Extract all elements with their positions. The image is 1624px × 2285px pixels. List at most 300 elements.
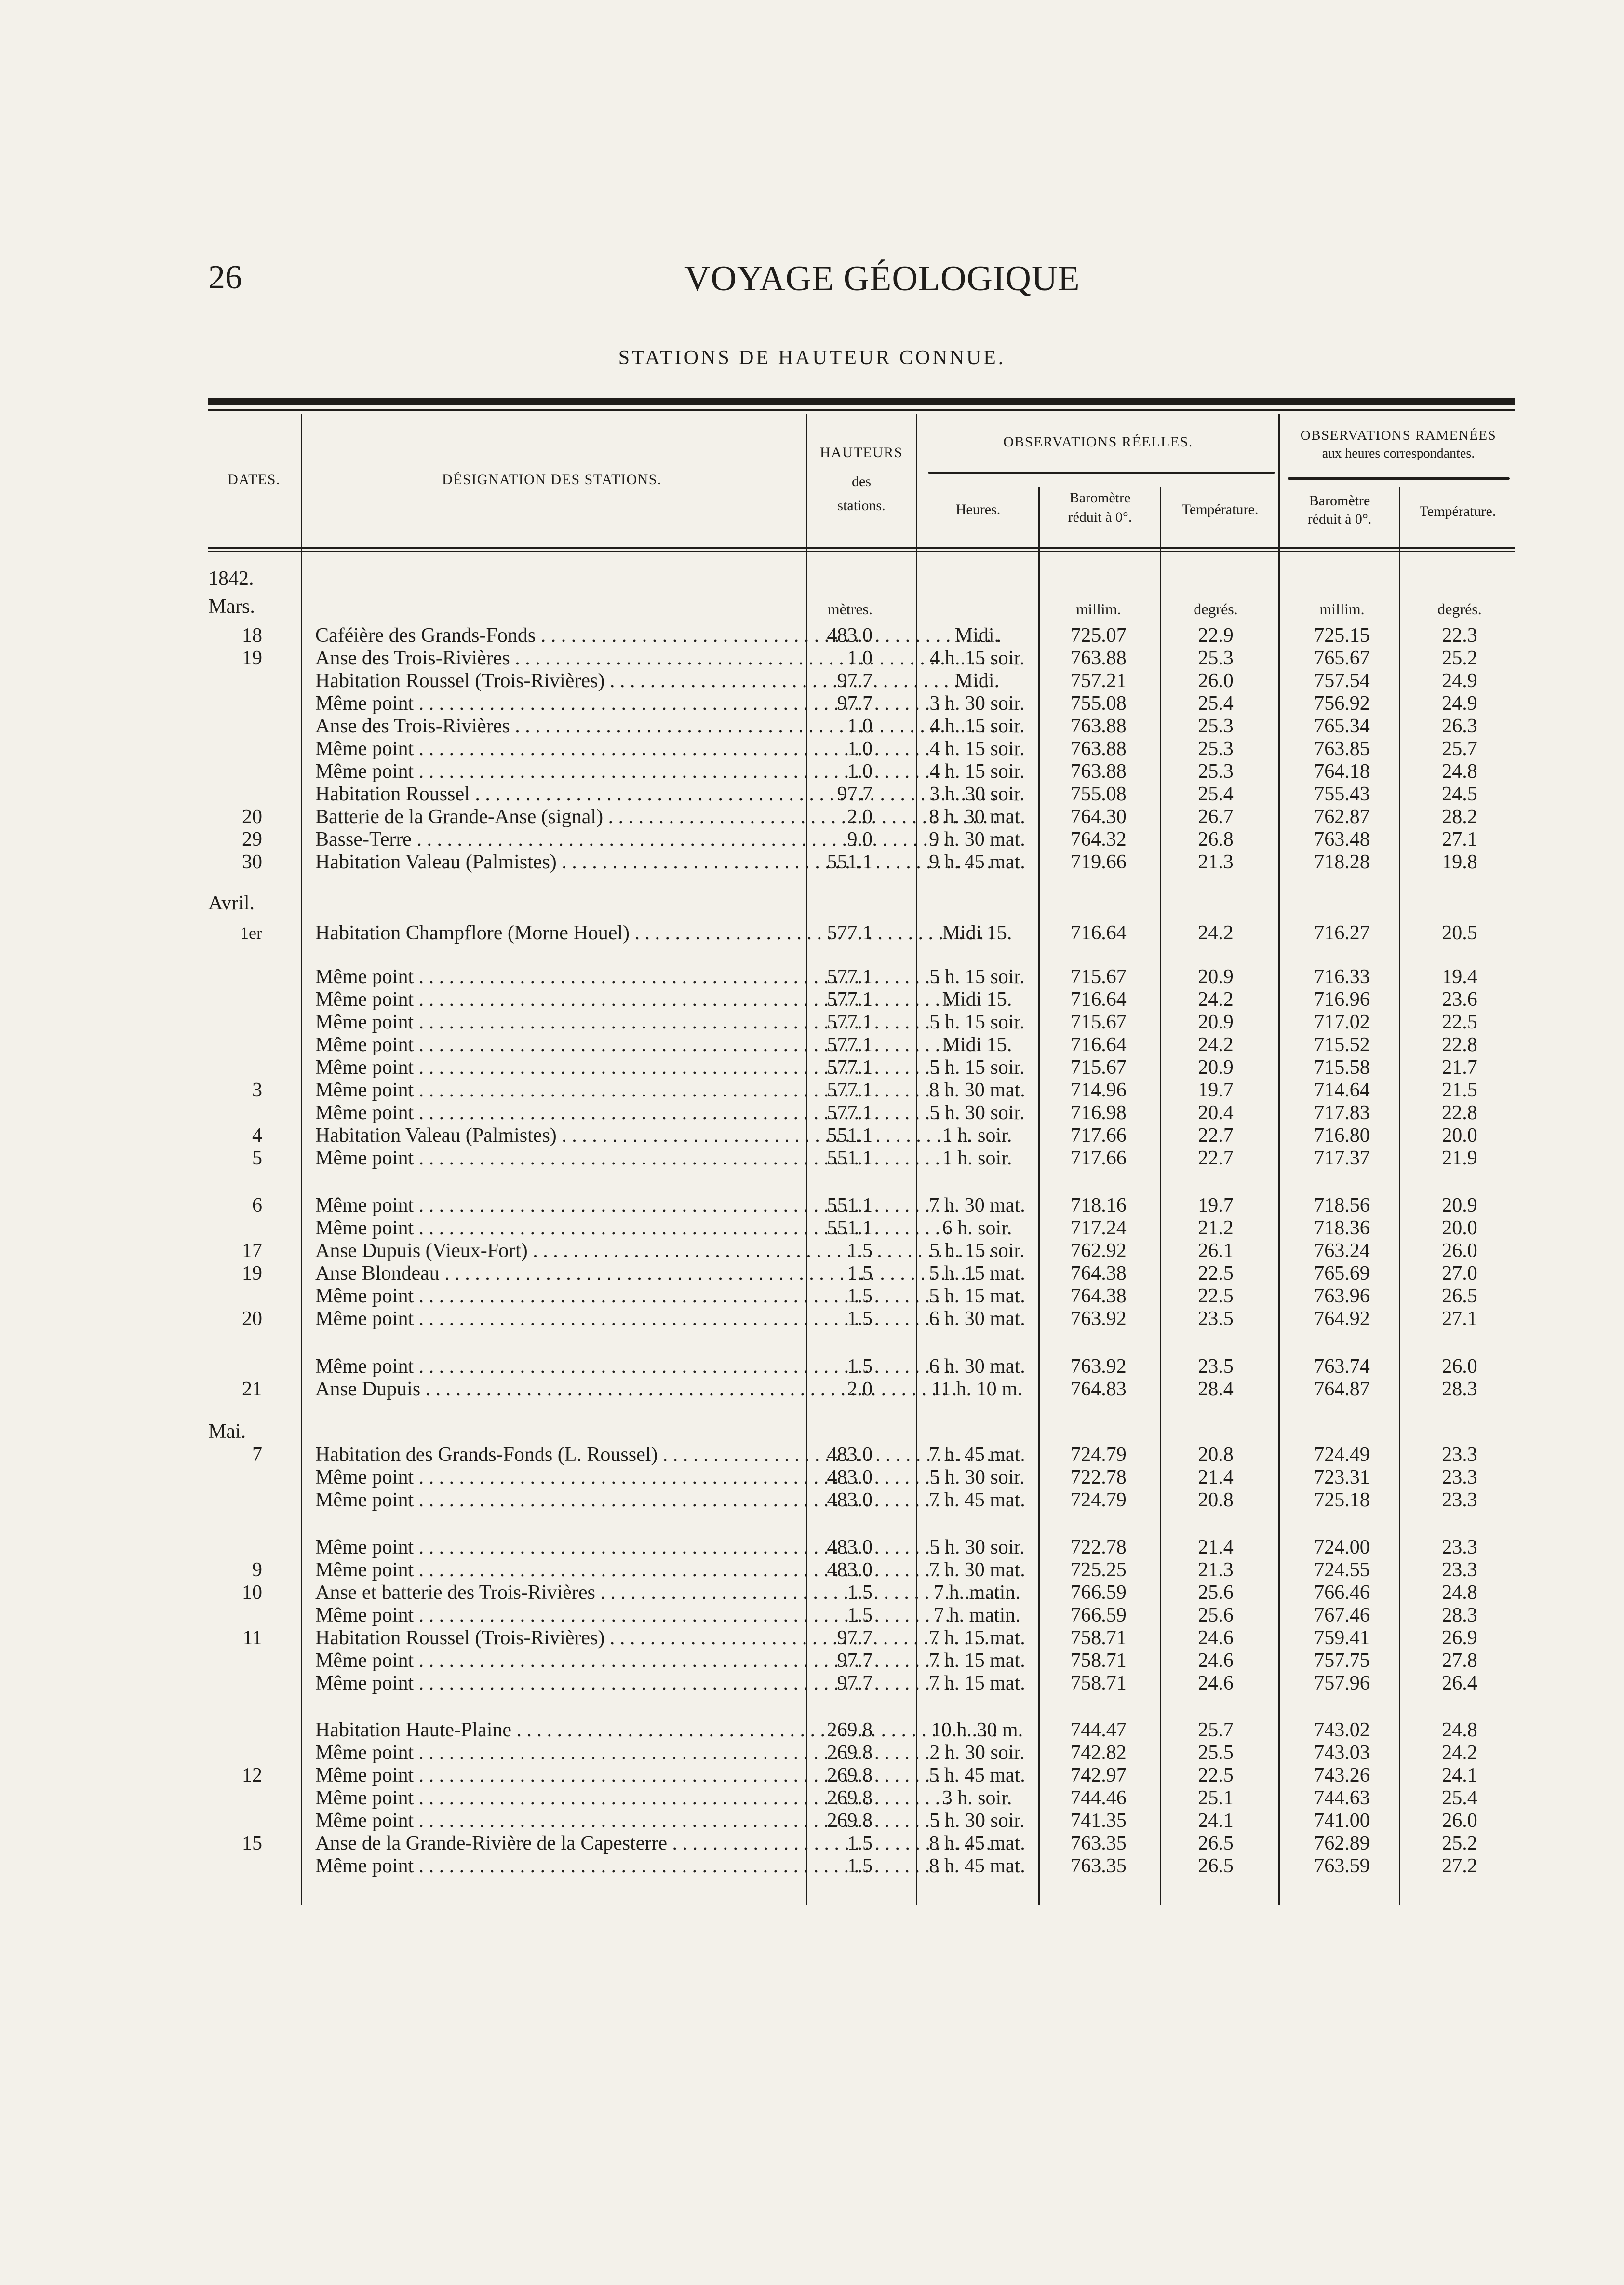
height-value: 1.5 [847, 1285, 872, 1307]
reduced-temperature-value: 28.2 [1442, 806, 1477, 828]
row-date: 15 [242, 1832, 262, 1854]
reduced-temperature-value: 19.8 [1442, 851, 1477, 873]
time-value: 5 h. 30 soir. [929, 1466, 1025, 1488]
reduced-temperature-value: 25.4 [1442, 1787, 1477, 1809]
barometer-value: 763.35 [1071, 1832, 1127, 1854]
reduced-temperature-value: 21.9 [1442, 1147, 1477, 1169]
temperature-value: 26.5 [1198, 1855, 1234, 1877]
reduced-barometer-value: 717.37 [1314, 1147, 1370, 1169]
reduced-temperature-value: 23.3 [1442, 1489, 1477, 1511]
table-row [208, 851, 1515, 874]
reduced-temperature-value: 24.8 [1442, 1582, 1477, 1604]
table-row [208, 1285, 1515, 1308]
height-value: 1.5 [847, 1355, 872, 1378]
time-value: 3 h. 30 soir. [929, 692, 1025, 715]
reduced-temperature-value: 22.5 [1442, 1011, 1477, 1033]
time-value: 7 h. 45 mat. [929, 1444, 1025, 1466]
height-value: 483.0 [827, 624, 872, 647]
height-value: 551.1 [827, 1194, 872, 1217]
station-name: Caféière des Grands-Fonds . . . [315, 624, 1000, 647]
table-row [208, 715, 1515, 738]
station-name: Même point . . . [315, 1604, 1000, 1627]
time-value: 6 h. soir. [942, 1217, 1012, 1239]
barometer-value: 717.66 [1071, 1124, 1127, 1147]
height-value: 97.7 [837, 1627, 872, 1649]
reduced-temperature-value: 24.8 [1442, 1719, 1477, 1741]
reduced-temperature-value: 23.3 [1442, 1444, 1477, 1466]
reduced-barometer-value: 763.48 [1314, 828, 1370, 851]
temperature-value: 19.7 [1198, 1194, 1234, 1217]
time-value: 5 h. 30 soir. [929, 1102, 1025, 1124]
temperature-value: 28.4 [1198, 1378, 1234, 1400]
reduced-temperature-value: 23.3 [1442, 1559, 1477, 1581]
reduced-barometer-value: 741.00 [1314, 1810, 1370, 1832]
time-value: 10 h. 30 m. [931, 1719, 1023, 1741]
station-name: Même point . . . [315, 1466, 1000, 1489]
station-name: Même point . . . [315, 738, 1000, 760]
temperature-value: 24.2 [1198, 922, 1234, 944]
barometer-value: 766.59 [1071, 1582, 1127, 1604]
reduced-temperature-value: 21.7 [1442, 1056, 1477, 1079]
barometer-value: 719.66 [1071, 851, 1127, 873]
time-value: Midi. [954, 670, 1000, 692]
table-row [208, 1034, 1515, 1056]
reduced-barometer-value: 718.36 [1314, 1217, 1370, 1239]
time-value: Midi 15. [942, 988, 1012, 1011]
reduced-barometer-value: 763.74 [1314, 1355, 1370, 1378]
reduced-temperature-value: 22.3 [1442, 624, 1477, 647]
station-name: Même point . . . [315, 1285, 1000, 1308]
header-obs-ramenees: OBSERVATIONS RAMENÉES [1300, 428, 1497, 443]
height-value: 1.0 [847, 715, 872, 737]
time-value: 8 h. 45 mat. [929, 1832, 1025, 1854]
temperature-value: 25.3 [1198, 715, 1234, 737]
time-value: 4 h. 15 soir. [929, 715, 1025, 737]
reduced-barometer-value: 755.43 [1314, 783, 1370, 805]
temperature-value: 25.4 [1198, 692, 1234, 715]
station-name: Même point . . . [315, 760, 1000, 783]
station-name: Même point . . . [315, 1650, 1000, 1672]
barometer-value: 763.35 [1071, 1855, 1127, 1877]
table-row [208, 1011, 1515, 1034]
temperature-value: 26.1 [1198, 1240, 1234, 1262]
time-value: 2 h. 30 soir. [929, 1742, 1025, 1764]
height-value: 1.5 [847, 1262, 872, 1284]
time-value: 9 h. 45 mat. [929, 851, 1025, 873]
height-value: 269.8 [827, 1787, 872, 1809]
height-value: 1.0 [847, 647, 872, 669]
temperature-value: 19.7 [1198, 1079, 1234, 1101]
temperature-value: 21.3 [1198, 1559, 1234, 1581]
barometer-value: 714.96 [1071, 1079, 1127, 1101]
time-value: 8 h. 30 mat. [929, 806, 1025, 828]
temperature-value: 23.5 [1198, 1355, 1234, 1378]
height-value: 269.8 [827, 1719, 872, 1741]
header-designation: DÉSIGNATION DES STATIONS. [442, 472, 662, 487]
reduced-barometer-value: 725.15 [1314, 624, 1370, 647]
page-number: 26 [208, 259, 242, 296]
reduced-temperature-value: 26.5 [1442, 1285, 1477, 1307]
barometer-value: 763.92 [1071, 1355, 1127, 1378]
table-row [208, 624, 1515, 647]
station-name: Même point . . . [315, 1764, 1000, 1787]
height-value: 1.5 [847, 1855, 872, 1877]
reduced-temperature-value: 24.2 [1442, 1742, 1477, 1764]
table-row [208, 1147, 1515, 1170]
header-temperature: Température. [1181, 501, 1259, 517]
row-date: 4 [252, 1124, 262, 1147]
table-row [208, 806, 1515, 828]
row-date: 30 [242, 851, 262, 873]
reduced-barometer-value: 716.27 [1314, 922, 1370, 944]
unit-temperature-2: degrés. [1437, 600, 1482, 618]
height-value: 577.1 [827, 966, 872, 988]
temperature-value: 25.6 [1198, 1604, 1234, 1626]
table-row [208, 1240, 1515, 1262]
barometer-value: 716.98 [1071, 1102, 1127, 1124]
reduced-barometer-value: 766.46 [1314, 1582, 1370, 1604]
barometer-value: 762.92 [1071, 1240, 1127, 1262]
table-row [208, 1056, 1515, 1079]
table-row [208, 1466, 1515, 1489]
temperature-value: 25.7 [1198, 1719, 1234, 1741]
barometer-value: 763.88 [1071, 760, 1127, 783]
table-row [208, 1559, 1515, 1582]
height-value: 97.7 [837, 1672, 872, 1694]
station-name: Habitation des Grands-Fonds (L. Roussel) . . . [315, 1444, 1000, 1466]
unit-hauteur: mètres. [827, 600, 872, 618]
station-name: Habitation Valeau (Palmistes) . . . [315, 1124, 1000, 1147]
time-value: 6 h. 30 mat. [929, 1355, 1025, 1378]
reduced-temperature-value: 23.3 [1442, 1466, 1477, 1488]
header-temperature-2: Température. [1419, 503, 1496, 519]
temperature-value: 26.5 [1198, 1832, 1234, 1854]
temperature-value: 21.4 [1198, 1536, 1234, 1558]
barometer-value: 764.38 [1071, 1262, 1127, 1284]
header-hauteurs-des: des [852, 473, 871, 489]
table-row [208, 783, 1515, 806]
reduced-barometer-value: 764.92 [1314, 1308, 1370, 1330]
table-row [208, 1217, 1515, 1240]
station-name: Habitation Valeau (Palmistes) . . . [315, 851, 1000, 874]
table-row [208, 988, 1515, 1011]
temperature-value: 26.0 [1198, 670, 1234, 692]
reduced-temperature-value: 27.1 [1442, 1308, 1477, 1330]
row-date: 6 [252, 1194, 262, 1217]
row-date: 20 [242, 1308, 262, 1330]
header-barometre-2: Baromètre [1309, 493, 1370, 509]
station-name: Même point . . . [315, 1102, 1000, 1124]
table-row [208, 670, 1515, 692]
table-top-rule-thin [208, 409, 1515, 411]
row-date: 7 [252, 1444, 262, 1466]
barometer-value: 757.21 [1071, 670, 1127, 692]
height-value: 483.0 [827, 1559, 872, 1581]
temperature-value: 26.7 [1198, 806, 1234, 828]
time-value: 5 h. 15 soir. [929, 1240, 1025, 1262]
time-value: Midi 15. [942, 922, 1012, 944]
station-name: Même point . . . [315, 1217, 1000, 1240]
height-value: 577.1 [827, 1079, 872, 1101]
reduced-barometer-value: 744.63 [1314, 1787, 1370, 1809]
temperature-value: 25.6 [1198, 1582, 1234, 1604]
barometer-value: 764.30 [1071, 806, 1127, 828]
time-value: 7 h. 15 mat. [929, 1650, 1025, 1672]
header-obs-ramenees-sub: aux heures correspondantes. [1322, 446, 1475, 461]
height-value: 269.8 [827, 1810, 872, 1832]
time-value: 9 h. 30 mat. [929, 828, 1025, 851]
time-value: 5 h. 15 soir. [929, 1011, 1025, 1033]
reduced-temperature-value: 25.2 [1442, 1832, 1477, 1854]
header-barometre-reduit: réduit à 0°. [1068, 509, 1132, 525]
time-value: 8 h. 45 mat. [929, 1855, 1025, 1877]
unit-temperature: degrés. [1194, 600, 1238, 618]
height-value: 483.0 [827, 1466, 872, 1488]
barometer-value: 764.38 [1071, 1285, 1127, 1307]
reduced-barometer-value: 762.87 [1314, 806, 1370, 828]
time-value: 11 h. 10 m. [931, 1378, 1023, 1400]
time-value: 5 h. 30 soir. [929, 1536, 1025, 1558]
reduced-temperature-value: 26.0 [1442, 1810, 1477, 1832]
reduced-temperature-value: 24.9 [1442, 692, 1477, 715]
table-row [208, 1444, 1515, 1466]
reduced-temperature-value: 19.4 [1442, 966, 1477, 988]
temperature-value: 25.3 [1198, 760, 1234, 783]
row-date: 12 [242, 1764, 262, 1786]
table-row [208, 1627, 1515, 1650]
reduced-barometer-value: 757.75 [1314, 1650, 1370, 1672]
reduced-barometer-value: 757.54 [1314, 670, 1370, 692]
barometer-value: 717.24 [1071, 1217, 1127, 1239]
temperature-value: 22.5 [1198, 1285, 1234, 1307]
station-name: Habitation Champflore (Morne Houel) . . . [315, 922, 1000, 945]
height-value: 97.7 [837, 1650, 872, 1672]
station-name: Anse Dupuis . . . [315, 1378, 1000, 1401]
table-row [208, 1650, 1515, 1672]
barometer-value: 763.92 [1071, 1308, 1127, 1330]
reduced-barometer-value: 764.18 [1314, 760, 1370, 783]
table-top-rule [208, 398, 1515, 405]
height-value: 551.1 [827, 851, 872, 873]
month-label: Mars. [208, 595, 255, 618]
temperature-value: 20.9 [1198, 966, 1234, 988]
station-name: Même point . . . [315, 1011, 1000, 1034]
station-name: Habitation Roussel (Trois-Rivières) . . . [315, 670, 1000, 692]
reduced-temperature-value: 22.8 [1442, 1102, 1477, 1124]
barometer-value: 764.32 [1071, 828, 1127, 851]
barometer-value: 758.71 [1071, 1627, 1127, 1649]
reduced-temperature-value: 26.4 [1442, 1672, 1477, 1694]
temperature-value: 21.3 [1198, 851, 1234, 873]
height-value: 483.0 [827, 1489, 872, 1511]
table-row [208, 1355, 1515, 1378]
barometer-value: 715.67 [1071, 1011, 1127, 1033]
temperature-value: 22.5 [1198, 1262, 1234, 1284]
row-date: 18 [242, 624, 262, 647]
barometer-value: 716.64 [1071, 988, 1127, 1011]
temperature-value: 25.1 [1198, 1787, 1234, 1809]
height-value: 1.5 [847, 1582, 872, 1604]
reduced-barometer-value: 759.41 [1314, 1627, 1370, 1649]
station-name: Même point . . . [315, 1559, 1000, 1582]
station-name: Même point . . . [315, 1147, 1000, 1170]
height-value: 1.5 [847, 1832, 872, 1854]
station-name: Même point . . . [315, 966, 1000, 988]
time-value: Midi. [954, 624, 1000, 647]
time-value: 5 h. 30 soir. [929, 1810, 1025, 1832]
header-barometre-2-reduit: réduit à 0°. [1307, 511, 1372, 527]
station-name: Même point . . . [315, 1489, 1000, 1512]
barometer-value: 758.71 [1071, 1672, 1127, 1694]
height-value: 577.1 [827, 1011, 872, 1033]
table-row [208, 1764, 1515, 1787]
temperature-value: 24.1 [1198, 1810, 1234, 1832]
header-bottom-rule-thin [208, 551, 1515, 552]
reduced-barometer-value: 743.03 [1314, 1742, 1370, 1764]
reduced-temperature-value: 27.0 [1442, 1262, 1477, 1284]
reduced-temperature-value: 26.0 [1442, 1355, 1477, 1378]
reduced-barometer-value: 715.58 [1314, 1056, 1370, 1079]
reduced-temperature-value: 26.9 [1442, 1627, 1477, 1649]
station-name: Même point . . . [315, 1672, 1000, 1695]
temperature-value: 22.5 [1198, 1764, 1234, 1786]
height-value: 97.7 [837, 692, 872, 715]
reduced-barometer-value: 723.31 [1314, 1466, 1370, 1488]
table-row [208, 1604, 1515, 1627]
reduced-barometer-value: 763.59 [1314, 1855, 1370, 1877]
temperature-value: 24.6 [1198, 1672, 1234, 1694]
time-value: 7 h. 15 mat. [929, 1672, 1025, 1694]
row-date: 21 [242, 1378, 262, 1400]
time-value: 7 h. matin. [934, 1582, 1020, 1604]
table-row [208, 966, 1515, 988]
station-name: Même point . . . [315, 1079, 1000, 1102]
row-date: 17 [242, 1240, 262, 1262]
height-value: 551.1 [827, 1124, 872, 1147]
station-name: Même point . . . [315, 1810, 1000, 1832]
reduced-temperature-value: 26.0 [1442, 1240, 1477, 1262]
row-date: 20 [242, 806, 262, 828]
barometer-value: 766.59 [1071, 1604, 1127, 1626]
reduced-temperature-value: 24.5 [1442, 783, 1477, 805]
barometer-value: 741.35 [1071, 1810, 1127, 1832]
reduced-barometer-value: 756.92 [1314, 692, 1370, 715]
barometer-value: 716.64 [1071, 922, 1127, 944]
month-label: Mai. [208, 1420, 246, 1443]
barometer-value: 722.78 [1071, 1466, 1127, 1488]
time-value: 7 h. 45 mat. [929, 1489, 1025, 1511]
station-name: Anse Dupuis (Vieux-Fort) . . . [315, 1240, 1000, 1262]
table-row [208, 1308, 1515, 1330]
row-date: 3 [252, 1079, 262, 1101]
reduced-barometer-value: 724.49 [1314, 1444, 1370, 1466]
station-name: Même point . . . [315, 1308, 1000, 1330]
station-name: Anse Blondeau . . . [315, 1262, 1000, 1285]
header-heures: Heures. [955, 501, 1001, 517]
time-value: 6 h. 30 mat. [929, 1308, 1025, 1330]
station-name: Habitation Haute-Plaine . . . [315, 1719, 1000, 1742]
row-date: 19 [242, 1262, 262, 1284]
year-label: 1842. [208, 568, 254, 590]
table-row [208, 1742, 1515, 1764]
reduced-barometer-value: 762.89 [1314, 1832, 1370, 1854]
time-value: 4 h. 15 soir. [929, 647, 1025, 669]
height-value: 2.0 [847, 806, 872, 828]
barometer-value: 742.97 [1071, 1764, 1127, 1786]
month-label: Avril. [208, 892, 255, 914]
station-name: Anse des Trois-Rivières . . . [315, 647, 1000, 670]
station-name: Même point . . . [315, 1536, 1000, 1559]
reduced-temperature-value: 20.0 [1442, 1217, 1477, 1239]
table-row [208, 1489, 1515, 1512]
row-date: 29 [242, 828, 262, 851]
barometer-value: 717.66 [1071, 1147, 1127, 1169]
barometer-value: 755.08 [1071, 692, 1127, 715]
station-name: Anse et batterie des Trois-Rivières . . . [315, 1582, 1000, 1604]
table-row [208, 1102, 1515, 1124]
barometer-value: 764.83 [1071, 1378, 1127, 1400]
table-row [208, 1194, 1515, 1217]
height-value: 269.8 [827, 1764, 872, 1786]
header-hauteurs-stations: stations. [837, 498, 886, 514]
temperature-value: 20.8 [1198, 1444, 1234, 1466]
table-row [208, 922, 1515, 945]
header-bottom-rule [208, 547, 1515, 549]
table-row [208, 647, 1515, 670]
temperature-value: 20.9 [1198, 1056, 1234, 1079]
barometer-value: 718.16 [1071, 1194, 1127, 1217]
page-title: VOYAGE GÉOLOGIQUE [684, 259, 1080, 298]
barometer-value: 725.25 [1071, 1559, 1127, 1581]
reduced-temperature-value: 28.3 [1442, 1378, 1477, 1400]
height-value: 577.1 [827, 1056, 872, 1079]
table-row [208, 1262, 1515, 1285]
reduced-temperature-value: 22.8 [1442, 1034, 1477, 1056]
temperature-value: 20.4 [1198, 1102, 1234, 1124]
barometer-value: 715.67 [1071, 1056, 1127, 1079]
reduced-barometer-value: 765.69 [1314, 1262, 1370, 1284]
time-value: 7 h. 30 mat. [929, 1194, 1025, 1217]
reduced-temperature-value: 25.2 [1442, 647, 1477, 669]
table-subtitle: STATIONS DE HAUTEUR CONNUE. [618, 347, 1006, 369]
barometer-value: 763.88 [1071, 647, 1127, 669]
reduced-temperature-value: 23.3 [1442, 1536, 1477, 1558]
station-name: Même point . . . [315, 1355, 1000, 1378]
reduced-temperature-value: 27.2 [1442, 1855, 1477, 1877]
barometer-value: 744.46 [1071, 1787, 1127, 1809]
time-value: 5 h. 15 soir. [929, 1056, 1025, 1079]
header-hauteurs: HAUTEURS [819, 445, 903, 460]
temperature-value: 24.2 [1198, 1034, 1234, 1056]
unit-barometre: millim. [1076, 600, 1121, 618]
temperature-value: 22.7 [1198, 1147, 1234, 1169]
temperature-value: 24.2 [1198, 988, 1234, 1011]
table-row [208, 738, 1515, 760]
table-row [208, 1124, 1515, 1147]
barometer-value: 758.71 [1071, 1650, 1127, 1672]
barometer-value: 715.67 [1071, 966, 1127, 988]
time-value: 5 h. 45 mat. [929, 1764, 1025, 1786]
height-value: 1.5 [847, 1240, 872, 1262]
temperature-value: 20.9 [1198, 1011, 1234, 1033]
height-value: 1.5 [847, 1604, 872, 1626]
barometer-value: 755.08 [1071, 783, 1127, 805]
table-row [208, 1719, 1515, 1742]
reduced-barometer-value: 743.02 [1314, 1719, 1370, 1741]
reduced-temperature-value: 21.5 [1442, 1079, 1477, 1101]
temperature-value: 25.5 [1198, 1742, 1234, 1764]
height-value: 1.0 [847, 760, 872, 783]
